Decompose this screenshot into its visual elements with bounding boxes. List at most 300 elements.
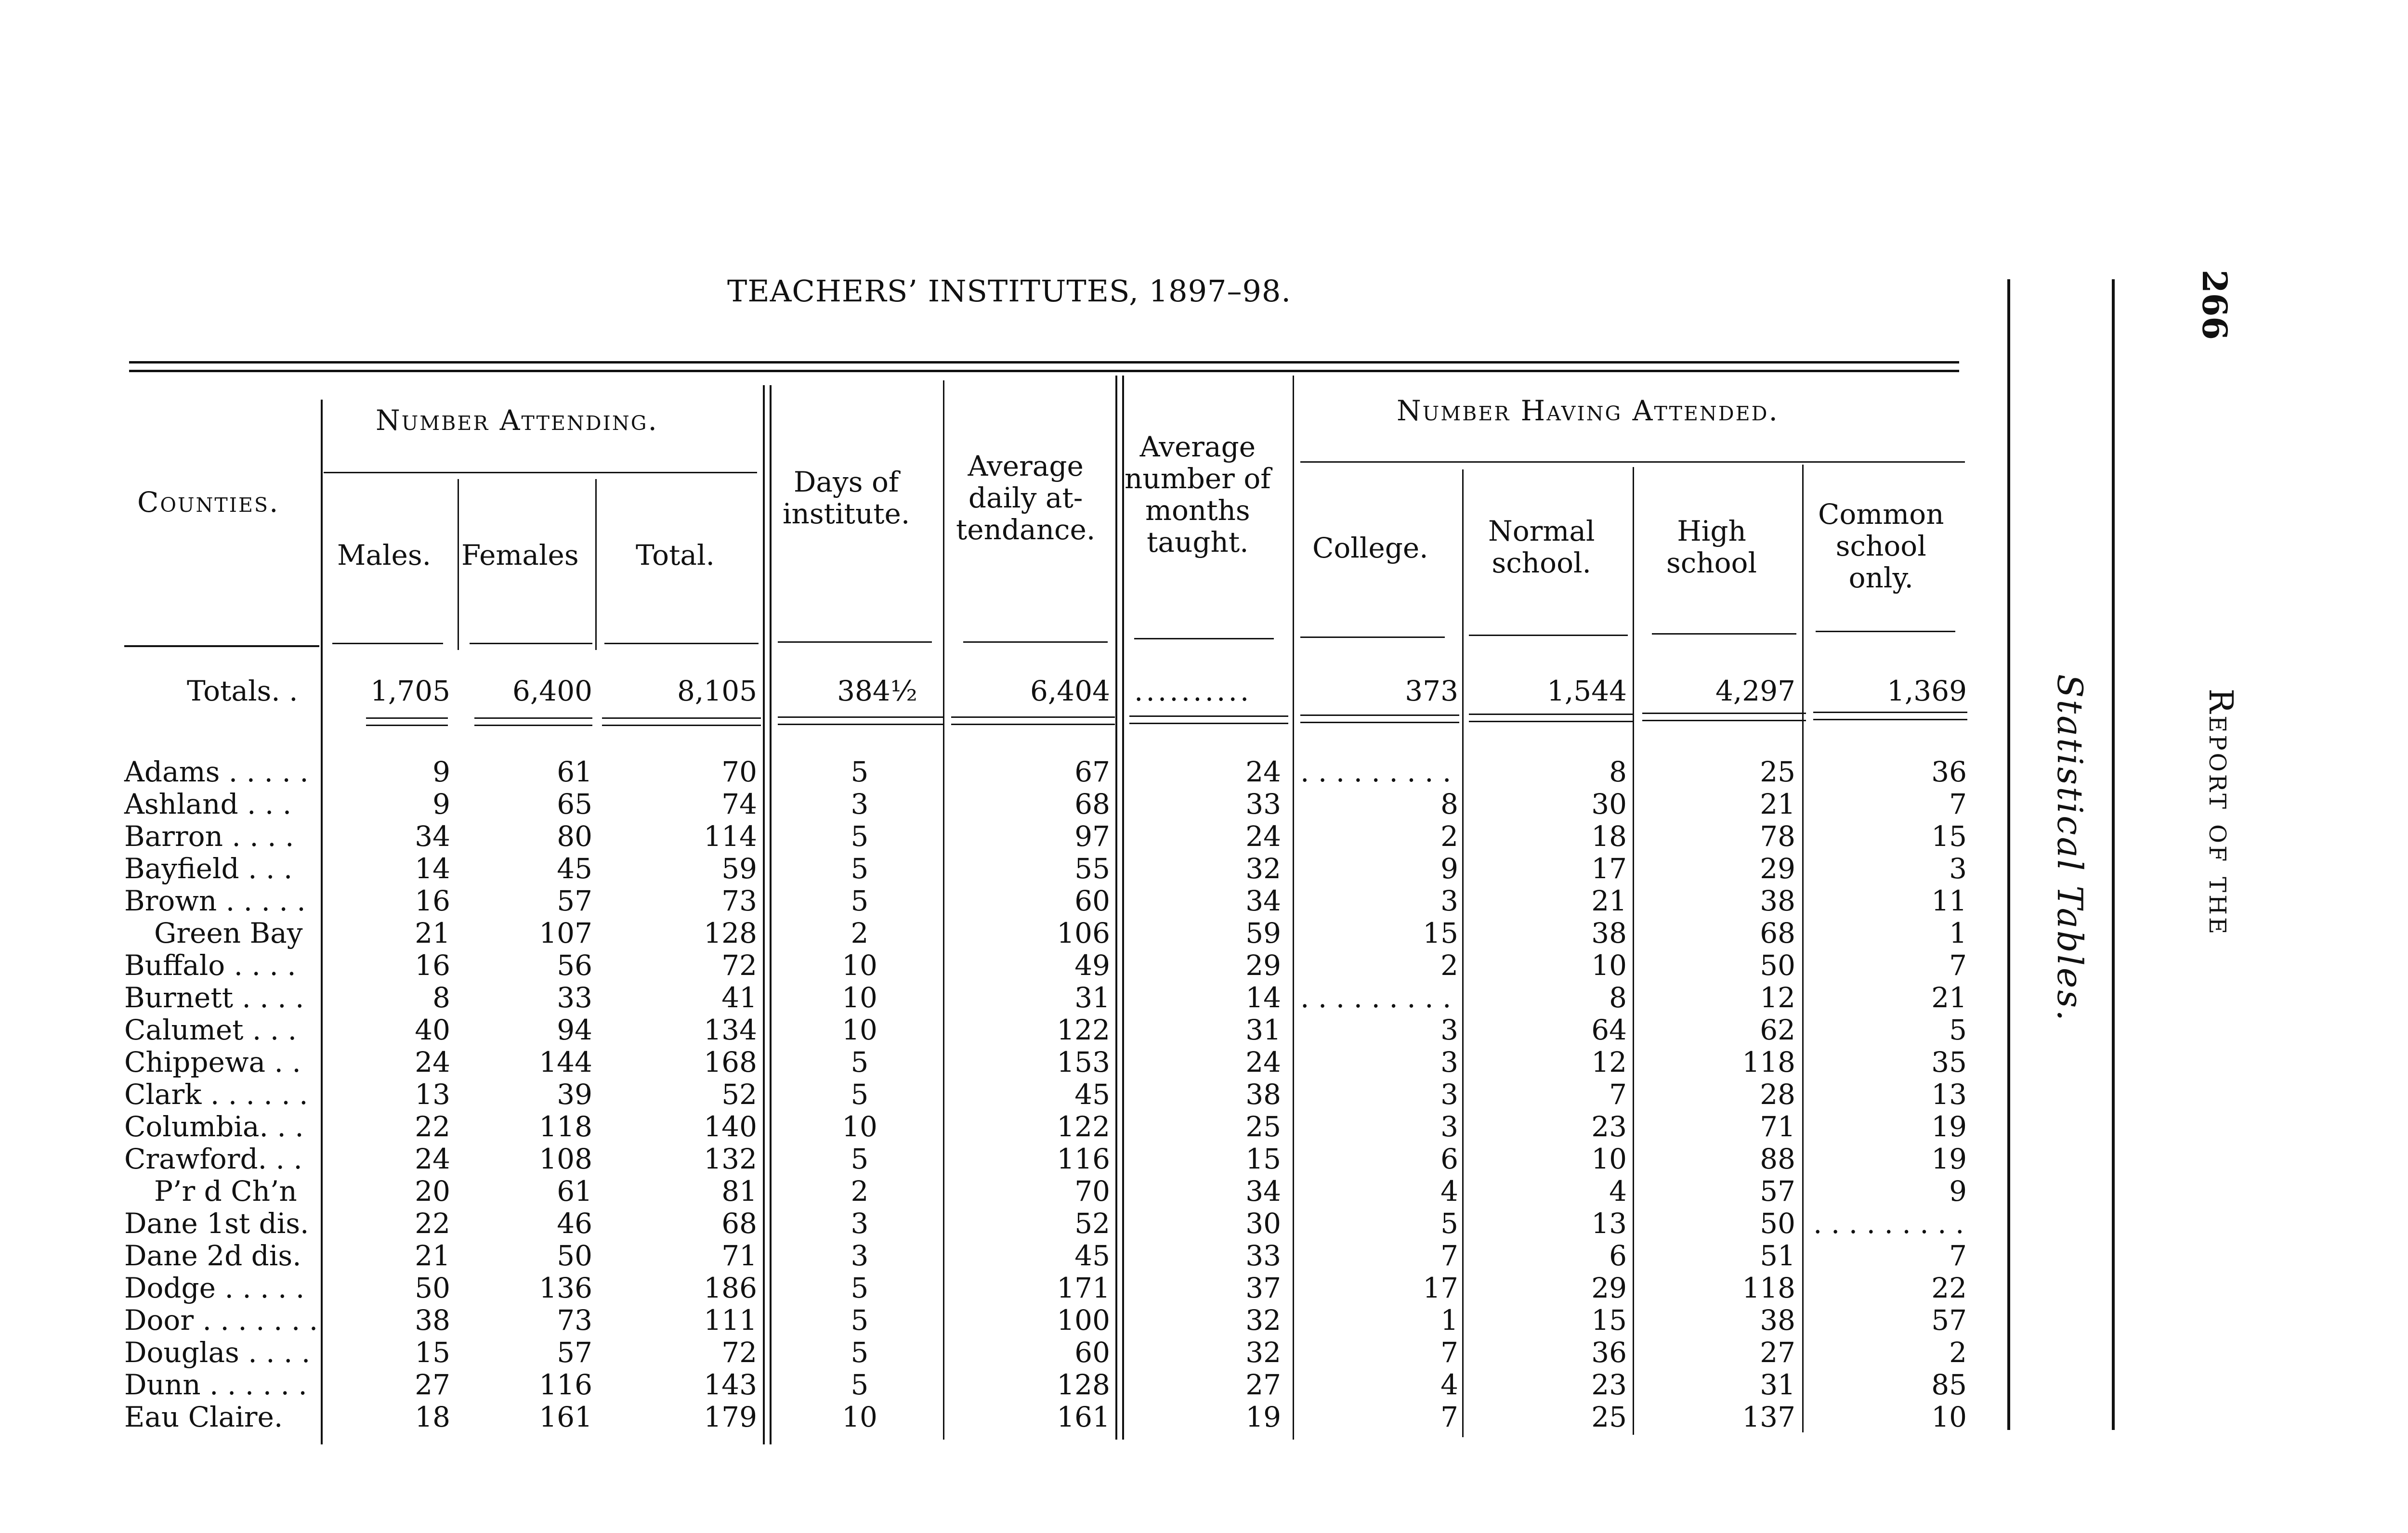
header-rule-high xyxy=(1652,633,1796,635)
cell-females: 33 xyxy=(557,981,592,1014)
header-high-line2: school xyxy=(1666,546,1757,579)
cell-normal: 64 xyxy=(1591,1013,1627,1046)
table-row xyxy=(0,917,2023,949)
header-rule-common xyxy=(1816,631,1955,632)
totals-rule-males-b xyxy=(366,725,448,726)
cell-college: 4 xyxy=(1440,1368,1458,1401)
cell-common: 57 xyxy=(1931,1304,1967,1337)
totals-months: .......... xyxy=(1134,675,1252,707)
totals-rule-high-a xyxy=(1642,713,1806,714)
cell-total: 41 xyxy=(721,981,757,1014)
vline-avg-a xyxy=(1115,376,1117,1440)
cell-normal: 7 xyxy=(1609,1078,1627,1111)
cell-months: 27 xyxy=(1245,1368,1281,1401)
cell-normal: 4 xyxy=(1609,1175,1627,1208)
header-common xyxy=(1818,498,1944,594)
cell-total: 81 xyxy=(721,1175,757,1208)
cell-days: 5 xyxy=(851,820,869,853)
cell-females: 46 xyxy=(557,1207,592,1240)
cell-college: 6 xyxy=(1440,1143,1458,1175)
cell-total: 140 xyxy=(704,1110,757,1143)
cell-high: 68 xyxy=(1760,917,1795,949)
cell-common: 11 xyxy=(1931,884,1967,917)
cell-normal: 10 xyxy=(1591,949,1627,982)
cell-normal: 13 xyxy=(1591,1207,1627,1240)
cell-months: 30 xyxy=(1245,1207,1281,1240)
header-normal xyxy=(1488,515,1595,579)
cell-days: 5 xyxy=(851,755,869,788)
cell-avg: 128 xyxy=(1057,1368,1110,1401)
cell-high: 118 xyxy=(1742,1046,1795,1078)
header-college: College. xyxy=(1312,532,1428,564)
totals-rule-males-a xyxy=(366,717,448,719)
cell-high: 50 xyxy=(1760,1207,1795,1240)
cell-avg: 161 xyxy=(1057,1401,1110,1433)
cell-normal: 15 xyxy=(1591,1304,1627,1337)
cell-common: 15 xyxy=(1931,820,1967,853)
cell-males: 18 xyxy=(415,1401,450,1433)
cell-females: 61 xyxy=(557,755,592,788)
table-row xyxy=(0,1143,2023,1175)
cell-high: 62 xyxy=(1760,1013,1795,1046)
header-rule-counties xyxy=(124,645,319,647)
cell-total: 128 xyxy=(704,917,757,949)
cell-normal: 30 xyxy=(1591,788,1627,820)
totals-college: 373 xyxy=(1405,675,1458,707)
cell-county: Dunn . . . . . . xyxy=(124,1368,307,1401)
cell-days: 10 xyxy=(842,981,877,1014)
cell-high: 57 xyxy=(1760,1175,1795,1208)
cell-common: 36 xyxy=(1931,755,1967,788)
cell-females: 118 xyxy=(539,1110,592,1143)
header-males: Males. xyxy=(337,539,432,572)
table-row xyxy=(0,1272,2023,1304)
cell-normal: 12 xyxy=(1591,1046,1627,1078)
cell-common: 19 xyxy=(1931,1143,1967,1175)
cell-common: 9 xyxy=(1949,1175,1967,1208)
cell-high: 25 xyxy=(1760,755,1795,788)
cell-avg: 31 xyxy=(1074,981,1110,1014)
table-row xyxy=(0,788,2023,820)
cell-avg: 122 xyxy=(1057,1013,1110,1046)
cell-total: 72 xyxy=(721,949,757,982)
cell-months: 24 xyxy=(1245,820,1281,853)
cell-total: 114 xyxy=(704,820,757,853)
cell-normal: 18 xyxy=(1591,820,1627,853)
totals-rule-days-a xyxy=(778,716,944,718)
cell-normal: 23 xyxy=(1591,1368,1627,1401)
cell-days: 3 xyxy=(851,1207,869,1240)
cell-high: 71 xyxy=(1760,1110,1795,1143)
header-rule-college xyxy=(1300,637,1445,638)
vline-total-a xyxy=(763,385,765,1444)
cell-total: 59 xyxy=(721,852,757,885)
cell-total: 72 xyxy=(721,1336,757,1369)
cell-females: 161 xyxy=(539,1401,592,1433)
header-avg-line2: daily at- xyxy=(968,481,1083,514)
cell-college: 5 xyxy=(1440,1207,1458,1240)
cell-avg: 55 xyxy=(1074,852,1110,885)
cell-males: 8 xyxy=(432,981,450,1014)
header-normal-line2: school. xyxy=(1492,546,1591,579)
vline-high xyxy=(1802,465,1804,1432)
cell-months: 59 xyxy=(1245,917,1281,949)
header-normal-line1: Normal xyxy=(1488,515,1595,547)
running-head-statistical-tables: Statistical Tables. xyxy=(2050,674,2090,1023)
table-row xyxy=(0,1175,2023,1208)
cell-total: 143 xyxy=(704,1368,757,1401)
cell-males: 21 xyxy=(415,917,450,949)
cell-common: 7 xyxy=(1949,949,1967,982)
header-counties: Counties. xyxy=(137,486,280,519)
cell-college: 7 xyxy=(1440,1401,1458,1433)
cell-college: . . . . . . . . . xyxy=(1300,755,1452,788)
header-group-attended-rule xyxy=(1300,461,1965,463)
cell-normal: 6 xyxy=(1609,1239,1627,1272)
vline-females xyxy=(595,479,597,650)
cell-days: 5 xyxy=(851,1368,869,1401)
cell-avg: 60 xyxy=(1074,884,1110,917)
cell-common: 13 xyxy=(1931,1078,1967,1111)
header-rule-months xyxy=(1134,638,1274,639)
table-row xyxy=(0,1240,2023,1272)
table-row xyxy=(0,853,2023,885)
totals-high: 4,297 xyxy=(1715,675,1795,707)
cell-months: 19 xyxy=(1245,1401,1281,1433)
cell-county: Crawford. . . xyxy=(124,1143,302,1175)
cell-high: 51 xyxy=(1760,1239,1795,1272)
vline-days xyxy=(943,380,944,1440)
table-row xyxy=(0,885,2023,917)
table-row xyxy=(0,949,2023,982)
table-row xyxy=(0,820,2023,853)
totals-rule-females-a xyxy=(474,717,592,719)
table-row xyxy=(0,1046,2023,1078)
cell-county: Adams . . . . . xyxy=(124,755,309,788)
cell-common: 3 xyxy=(1949,852,1967,885)
cell-normal: 21 xyxy=(1591,884,1627,917)
cell-college: . . . . . . . . . xyxy=(1300,981,1452,1014)
totals-females: 6,400 xyxy=(512,675,592,707)
vline-months xyxy=(1293,376,1294,1440)
cell-days: 5 xyxy=(851,1336,869,1369)
cell-high: 38 xyxy=(1760,1304,1795,1337)
cell-common: 7 xyxy=(1949,1239,1967,1272)
cell-county: Barron . . . . xyxy=(124,820,294,853)
header-common-line1: Common xyxy=(1818,498,1944,531)
header-high-line1: High xyxy=(1677,515,1746,547)
cell-days: 5 xyxy=(851,1078,869,1111)
cell-high: 31 xyxy=(1760,1368,1795,1401)
cell-days: 5 xyxy=(851,1143,869,1175)
cell-county: Clark . . . . . . xyxy=(124,1078,308,1111)
cell-high: 28 xyxy=(1760,1078,1795,1111)
cell-high: 38 xyxy=(1760,884,1795,917)
cell-county: Eau Claire. xyxy=(124,1401,283,1433)
cell-common: 2 xyxy=(1949,1336,1967,1369)
cell-common: 10 xyxy=(1931,1401,1967,1433)
table-row xyxy=(0,756,2023,788)
totals-rule-college-a xyxy=(1300,715,1459,716)
cell-college: 9 xyxy=(1440,852,1458,885)
cell-avg: 100 xyxy=(1057,1304,1110,1337)
cell-avg: 106 xyxy=(1057,917,1110,949)
totals-days: 384½ xyxy=(837,675,917,707)
cell-avg: 122 xyxy=(1057,1110,1110,1143)
cell-avg: 49 xyxy=(1074,949,1110,982)
cell-college: 17 xyxy=(1423,1272,1458,1304)
cell-males: 22 xyxy=(415,1110,450,1143)
totals-rule-normal-a xyxy=(1469,714,1633,715)
header-months-line4: taught. xyxy=(1147,526,1249,559)
cell-avg: 45 xyxy=(1074,1239,1110,1272)
table-row xyxy=(0,1078,2023,1111)
cell-females: 50 xyxy=(557,1239,592,1272)
cell-females: 136 xyxy=(539,1272,592,1304)
cell-avg: 60 xyxy=(1074,1336,1110,1369)
cell-total: 186 xyxy=(704,1272,757,1304)
header-avg-line3: tendance. xyxy=(956,513,1096,546)
table-row xyxy=(0,1304,2023,1337)
header-days-line1: Days of xyxy=(793,466,899,498)
cell-county: Buffalo . . . . xyxy=(124,949,296,982)
cell-normal: 17 xyxy=(1591,852,1627,885)
cell-college: 4 xyxy=(1440,1175,1458,1208)
cell-avg: 116 xyxy=(1057,1143,1110,1175)
cell-common: 21 xyxy=(1931,981,1967,1014)
header-rule-total xyxy=(604,643,759,644)
header-months-line2: number of xyxy=(1125,462,1271,495)
cell-avg: 45 xyxy=(1074,1078,1110,1111)
cell-avg: 171 xyxy=(1057,1272,1110,1304)
cell-college: 3 xyxy=(1440,1110,1458,1143)
cell-days: 5 xyxy=(851,1046,869,1078)
cell-days: 3 xyxy=(851,1239,869,1272)
cell-total: 52 xyxy=(721,1078,757,1111)
header-group-attended: Number Having Attended. xyxy=(1397,394,1779,427)
cell-avg: 97 xyxy=(1074,820,1110,853)
cell-total: 111 xyxy=(704,1304,757,1337)
top-rule-second xyxy=(129,370,1959,372)
totals-rule-avg-b xyxy=(951,724,1115,725)
cell-county: Calumet . . . xyxy=(124,1013,297,1046)
vline-college xyxy=(1462,469,1464,1437)
cell-months: 24 xyxy=(1245,755,1281,788)
header-common-line3: only. xyxy=(1848,561,1913,594)
totals-rule-total-a xyxy=(602,717,761,719)
cell-days: 5 xyxy=(851,884,869,917)
cell-college: 3 xyxy=(1440,884,1458,917)
page-number: 266 xyxy=(2195,270,2235,340)
cell-college: 1 xyxy=(1440,1304,1458,1337)
vline-normal xyxy=(1633,467,1634,1435)
cell-days: 10 xyxy=(842,949,877,982)
cell-total: 73 xyxy=(721,884,757,917)
cell-males: 9 xyxy=(432,755,450,788)
cell-normal: 8 xyxy=(1609,981,1627,1014)
table-row xyxy=(0,1401,2023,1433)
cell-county: Green Bay xyxy=(154,917,303,949)
header-group-attending-rule xyxy=(324,472,757,473)
cell-months: 31 xyxy=(1245,1013,1281,1046)
cell-females: 57 xyxy=(557,884,592,917)
cell-females: 56 xyxy=(557,949,592,982)
cell-total: 179 xyxy=(704,1401,757,1433)
header-group-attending: Number Attending. xyxy=(376,404,658,437)
cell-males: 38 xyxy=(415,1304,450,1337)
cell-high: 137 xyxy=(1742,1401,1795,1433)
vline-counties xyxy=(321,400,323,1444)
cell-males: 13 xyxy=(415,1078,450,1111)
header-months xyxy=(1125,431,1271,558)
cell-county: Brown . . . . . xyxy=(124,884,306,917)
cell-males: 16 xyxy=(415,949,450,982)
table-row xyxy=(0,982,2023,1014)
header-rule-avg xyxy=(963,641,1108,643)
county-table-body xyxy=(0,756,2023,1433)
cell-college: 8 xyxy=(1440,788,1458,820)
cell-males: 24 xyxy=(415,1143,450,1175)
cell-normal: 8 xyxy=(1609,755,1627,788)
totals-common: 1,369 xyxy=(1886,675,1967,707)
cell-females: 144 xyxy=(539,1046,592,1078)
header-rule-females xyxy=(470,643,592,644)
vline-total-b xyxy=(770,385,772,1444)
cell-total: 71 xyxy=(721,1239,757,1272)
cell-avg: 68 xyxy=(1074,788,1110,820)
cell-males: 50 xyxy=(415,1272,450,1304)
cell-avg: 153 xyxy=(1057,1046,1110,1078)
cell-college: 2 xyxy=(1440,820,1458,853)
header-months-line1: Average xyxy=(1139,430,1256,463)
cell-college: 3 xyxy=(1440,1013,1458,1046)
cell-days: 5 xyxy=(851,852,869,885)
cell-months: 14 xyxy=(1245,981,1281,1014)
cell-county: Ashland . . . xyxy=(124,788,292,820)
cell-county: Dane 2d dis. xyxy=(124,1239,301,1272)
cell-females: 116 xyxy=(539,1368,592,1401)
cell-high: 21 xyxy=(1760,788,1795,820)
cell-normal: 36 xyxy=(1591,1336,1627,1369)
totals-total: 8,105 xyxy=(677,675,757,707)
cell-total: 74 xyxy=(721,788,757,820)
cell-total: 168 xyxy=(704,1046,757,1078)
cell-males: 22 xyxy=(415,1207,450,1240)
cell-county: Dane 1st dis. xyxy=(124,1207,309,1240)
header-days-line2: institute. xyxy=(783,497,910,530)
totals-rule-females-b xyxy=(474,725,592,726)
running-head-report: Report of the xyxy=(2201,689,2239,936)
table-row xyxy=(0,1014,2023,1046)
cell-months: 34 xyxy=(1245,1175,1281,1208)
totals-label: Totals. . xyxy=(187,675,298,707)
cell-high: 50 xyxy=(1760,949,1795,982)
totals-rule-days-b xyxy=(778,724,944,725)
totals-rule-high-b xyxy=(1642,720,1806,721)
totals-normal: 1,544 xyxy=(1546,675,1627,707)
cell-normal: 23 xyxy=(1591,1110,1627,1143)
totals-rule-total-b xyxy=(602,725,761,726)
cell-females: 57 xyxy=(557,1336,592,1369)
vline-avg-b xyxy=(1122,376,1124,1440)
header-rule-males xyxy=(332,643,443,644)
cell-high: 27 xyxy=(1760,1336,1795,1369)
cell-males: 14 xyxy=(415,852,450,885)
cell-county: Columbia. . . xyxy=(124,1110,304,1143)
cell-months: 25 xyxy=(1245,1110,1281,1143)
cell-avg: 52 xyxy=(1074,1207,1110,1240)
right-border-rule xyxy=(2007,279,2010,1430)
cell-college: 7 xyxy=(1440,1239,1458,1272)
header-females: Females xyxy=(461,539,579,572)
cell-months: 32 xyxy=(1245,1304,1281,1337)
cell-females: 73 xyxy=(557,1304,592,1337)
cell-males: 27 xyxy=(415,1368,450,1401)
table-row xyxy=(0,1208,2023,1240)
totals-rule-college-b xyxy=(1300,722,1459,723)
cell-males: 15 xyxy=(415,1336,450,1369)
totals-rule-months-b xyxy=(1129,723,1288,724)
cell-county: Douglas . . . . xyxy=(124,1336,311,1369)
vline-males xyxy=(458,479,459,650)
page-title: TEACHERS’ INSTITUTES, 1897–98. xyxy=(727,273,1292,309)
cell-normal: 38 xyxy=(1591,917,1627,949)
cell-males: 16 xyxy=(415,884,450,917)
cell-males: 21 xyxy=(415,1239,450,1272)
table-row xyxy=(0,1111,2023,1143)
cell-males: 9 xyxy=(432,788,450,820)
cell-females: 45 xyxy=(557,852,592,885)
cell-days: 2 xyxy=(851,917,869,949)
cell-months: 34 xyxy=(1245,884,1281,917)
cell-females: 39 xyxy=(557,1078,592,1111)
cell-common: 85 xyxy=(1931,1368,1967,1401)
cell-females: 65 xyxy=(557,788,592,820)
header-avg-attendance xyxy=(956,450,1095,546)
cell-common: 22 xyxy=(1931,1272,1967,1304)
cell-high: 88 xyxy=(1760,1143,1795,1175)
cell-county: Door . . . . . . . xyxy=(124,1304,318,1337)
cell-college: 2 xyxy=(1440,949,1458,982)
totals-rule-normal-b xyxy=(1469,721,1633,722)
cell-high: 78 xyxy=(1760,820,1795,853)
cell-avg: 67 xyxy=(1074,755,1110,788)
cell-college: 3 xyxy=(1440,1046,1458,1078)
totals-rule-avg-a xyxy=(951,716,1115,718)
cell-females: 107 xyxy=(539,917,592,949)
totals-rule-common-b xyxy=(1813,719,1967,720)
cell-females: 61 xyxy=(557,1175,592,1208)
totals-rule-common-a xyxy=(1813,712,1967,713)
cell-months: 15 xyxy=(1245,1143,1281,1175)
header-total: Total. xyxy=(636,539,715,572)
totals-row xyxy=(0,672,2023,710)
cell-common: 7 xyxy=(1949,788,1967,820)
cell-days: 10 xyxy=(842,1401,877,1433)
cell-males: 20 xyxy=(415,1175,450,1208)
cell-days: 10 xyxy=(842,1013,877,1046)
cell-months: 32 xyxy=(1245,1336,1281,1369)
cell-county: Burnett . . . . xyxy=(124,981,304,1014)
cell-common: 5 xyxy=(1949,1013,1967,1046)
cell-total: 68 xyxy=(721,1207,757,1240)
cell-common: 19 xyxy=(1931,1110,1967,1143)
table-row xyxy=(0,1369,2023,1401)
header-avg-line1: Average xyxy=(968,450,1084,482)
cell-normal: 10 xyxy=(1591,1143,1627,1175)
cell-days: 2 xyxy=(851,1175,869,1208)
cell-months: 33 xyxy=(1245,1239,1281,1272)
